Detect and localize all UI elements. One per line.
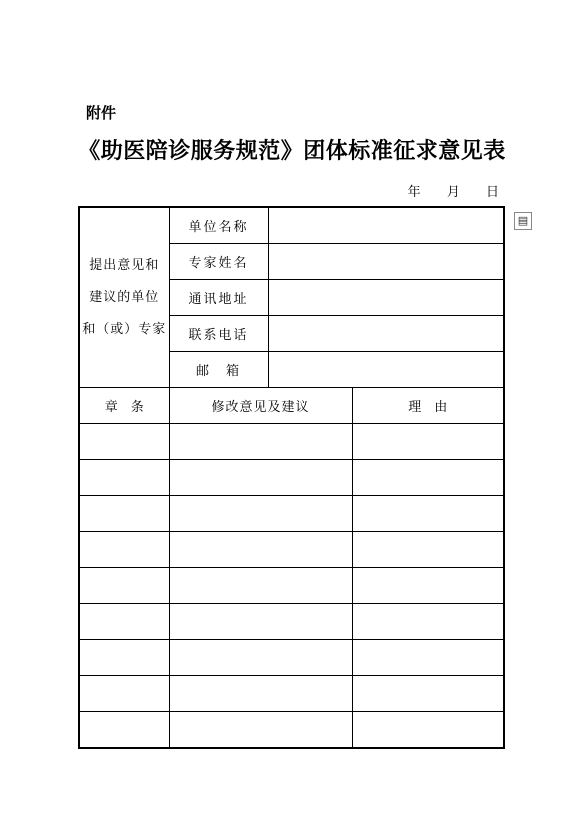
reason-cell[interactable] (352, 604, 504, 640)
header-suggestion: 修改意见及建议 (169, 388, 352, 424)
table-row (79, 424, 504, 460)
expert-name-label: 专家姓名 (169, 244, 268, 280)
unit-name-label: 单位名称 (169, 207, 268, 244)
table-row (79, 640, 504, 676)
email-field[interactable] (268, 352, 504, 388)
phone-field[interactable] (268, 316, 504, 352)
clause-cell[interactable] (79, 460, 169, 496)
address-field[interactable] (268, 280, 504, 316)
suggestion-cell[interactable] (169, 604, 352, 640)
reason-cell[interactable] (352, 676, 504, 712)
address-label: 通讯地址 (169, 280, 268, 316)
proposer-row-unit (79, 207, 504, 244)
proposer-group-line-3: 和（或）专家 (82, 321, 167, 337)
proposer-group-line-2: 建议的单位 (89, 289, 160, 305)
header-clause: 章 条 (79, 388, 169, 424)
attachment-label: 附件 (86, 104, 117, 122)
clause-cell[interactable] (79, 604, 169, 640)
date-line (398, 181, 499, 200)
clause-cell[interactable] (79, 712, 169, 749)
suggestion-cell[interactable] (169, 460, 352, 496)
table-row (79, 460, 504, 496)
clause-cell[interactable] (79, 424, 169, 460)
table-row (79, 568, 504, 604)
date-day: 日 (485, 185, 499, 200)
email-label: 邮 箱 (169, 352, 268, 388)
proposer-group-label (79, 207, 169, 388)
header-reason: 理 由 (352, 388, 504, 424)
table-row (79, 604, 504, 640)
reason-cell[interactable] (352, 568, 504, 604)
layout-toggle-icon[interactable]: ▤ (514, 212, 532, 230)
date-month: 月 (446, 185, 460, 200)
suggestion-cell[interactable] (169, 712, 352, 749)
comments-header-row (79, 388, 504, 424)
reason-cell[interactable] (352, 640, 504, 676)
phone-label: 联系电话 (169, 316, 268, 352)
clause-cell[interactable] (79, 568, 169, 604)
table-row (79, 712, 504, 749)
clause-cell[interactable] (79, 532, 169, 568)
expert-name-field[interactable] (268, 244, 504, 280)
reason-cell[interactable] (352, 424, 504, 460)
suggestion-cell[interactable] (169, 424, 352, 460)
clause-cell[interactable] (79, 640, 169, 676)
clause-cell[interactable] (79, 496, 169, 532)
reason-cell[interactable] (352, 496, 504, 532)
table-row (79, 676, 504, 712)
suggestion-cell[interactable] (169, 532, 352, 568)
unit-name-field[interactable] (268, 207, 504, 244)
suggestion-cell[interactable] (169, 496, 352, 532)
opinion-form-table (78, 206, 505, 749)
table-row (79, 532, 504, 568)
clause-cell[interactable] (79, 676, 169, 712)
table-row (79, 496, 504, 532)
reason-cell[interactable] (352, 460, 504, 496)
page-title: 《助医陪诊服务规范》团体标准征求意见表 (78, 138, 506, 164)
suggestion-cell[interactable] (169, 640, 352, 676)
suggestion-cell[interactable] (169, 568, 352, 604)
proposer-group-line-1: 提出意见和 (89, 257, 160, 273)
reason-cell[interactable] (352, 532, 504, 568)
suggestion-cell[interactable] (169, 676, 352, 712)
date-year: 年 (407, 185, 421, 200)
reason-cell[interactable] (352, 712, 504, 749)
